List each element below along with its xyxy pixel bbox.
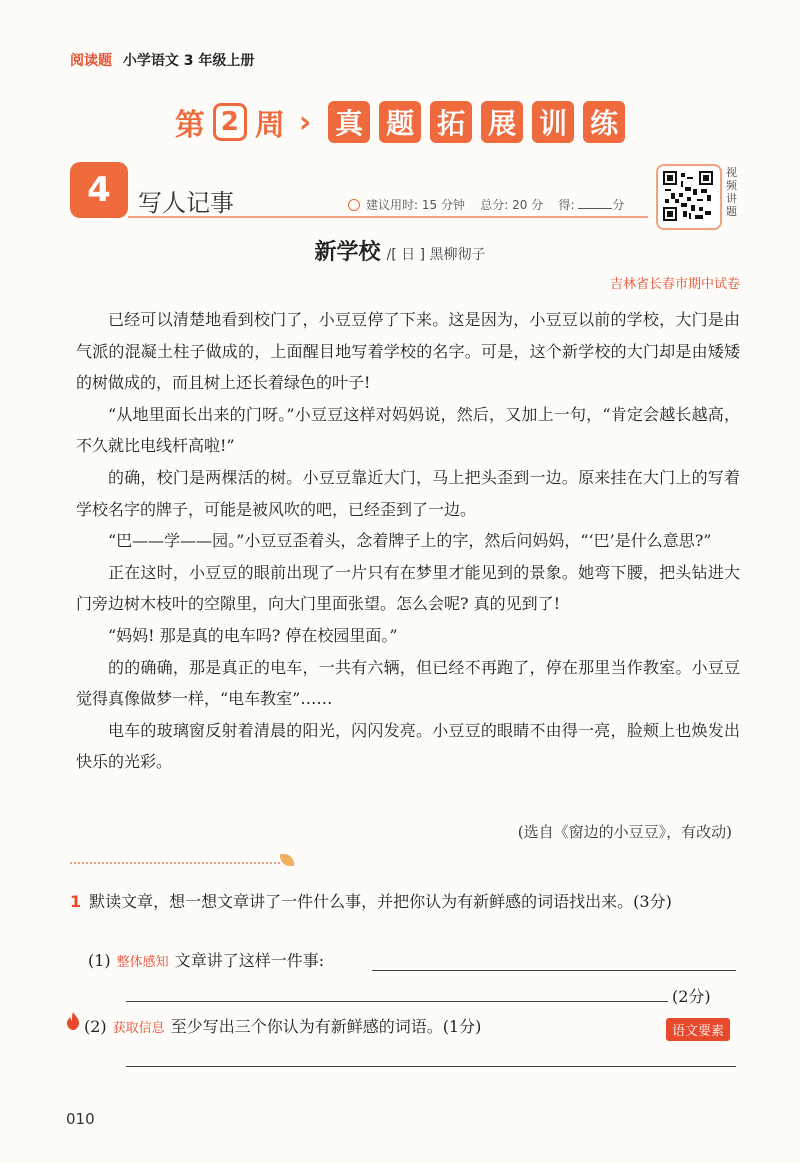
score-blank[interactable] (578, 198, 612, 209)
qr-code[interactable] (656, 164, 722, 230)
paragraph: 正在这时，小豆豆的眼前出现了一片只有在梦里才能见到的景象。她弯下腰，把头钻进大门旁边树木枝叶的空隙里，向大门里面张望。怎么会呢? 真的见到了! (76, 562, 740, 614)
chevron-right-icon: › (298, 104, 312, 140)
page-number: 010 (66, 1110, 95, 1128)
article-author: /[ 日 ] 黑柳彻子 (386, 247, 486, 263)
sub-question-tag: 获取信息 (112, 1021, 165, 1036)
article-body (76, 304, 740, 778)
score-label: 得: (558, 198, 575, 212)
week-prefix: 第 (174, 108, 205, 143)
paragraph: 电车的玻璃窗反射着清晨的阳光，闪闪发亮。小豆豆的眼睛不由得一亮，脸颊上也焕发出快乐的光彩。 (76, 720, 740, 772)
sub-question-2 (84, 1014, 481, 1037)
banner-title-char: 训 (532, 101, 574, 143)
banner-title-char: 练 (583, 101, 625, 143)
paragraph: “巴——学——园。”小豆豆歪着头，念着牌子上的字，然后问妈妈，“‘巴’是什么意思?” (108, 531, 712, 551)
paragraph: 的确，校门是两棵活的树。小豆豆靠近大门，马上把头歪到一边。原来挂在大门上的写着学校名字的牌子，可能是被风吹的吧，已经歪到了一边。 (76, 467, 740, 519)
sub-question-tag: 整体感知 (116, 955, 169, 970)
sub-question-score: (2分) (672, 987, 711, 1006)
section-divider (128, 216, 648, 218)
article-heading (0, 235, 800, 266)
dotted-divider (70, 862, 280, 864)
total-score: 总分: 20 分 (480, 198, 544, 212)
qr-code-icon (663, 171, 713, 221)
score-unit: 分 (612, 198, 625, 212)
skill-badge: 语文要素 (666, 1018, 730, 1041)
week-number: 2 (213, 103, 247, 141)
answer-line[interactable] (126, 1066, 736, 1067)
sub-question-number: (1) (88, 951, 111, 970)
exam-source: 吉林省长春市期中试卷 (609, 277, 740, 292)
banner-title-char: 拓 (430, 101, 472, 143)
section-title: 写人记事 (138, 189, 234, 217)
sub-question-text: 文章讲了这样一件事: (174, 951, 325, 970)
paragraph: “妈妈! 那是真的电车吗? 停在校园里面。” (108, 625, 398, 645)
flame-icon (66, 1012, 80, 1030)
question-text: 默读文章，想一想文章讲了一件什么事，并把你认为有新鲜感的词语找出来。(3分) (89, 892, 672, 911)
clock-icon (348, 199, 360, 211)
sub-question-text: 至少写出三个你认为有新鲜感的词语。(1分) (170, 1017, 482, 1036)
suggested-time: 建议用时: 15 分钟 (366, 198, 465, 212)
paragraph: 已经可以清楚地看到校门了，小豆豆停了下来。这是因为，小豆豆以前的学校，大门是由气派的混凝土柱子做成的，上面醒目地写着学校的名字。可是，这个新学校的大门却是由矮矮的树做成的，而且树上还长着绿色的叶子! (76, 310, 740, 393)
section-meta (348, 196, 624, 213)
sub-question-number: (2) (84, 1017, 107, 1036)
banner-title-char: 题 (379, 101, 421, 143)
banner-title-char: 真 (328, 101, 370, 143)
citation: (选自《窗边的小豆豆》，有改动) (517, 823, 732, 841)
paragraph: 的的确确，那是真正的电车，一共有六辆，但已经不再跑了，停在那里当作教室。小豆豆觉得真像做梦一样，“电车教室”…… (76, 657, 740, 709)
paragraph: “从地里面长出来的门呀。”小豆豆这样对妈妈说，然后，又加上一句，“肯定会越长越高，不久就比电线杆高啦!” (76, 404, 740, 456)
answer-line[interactable] (372, 970, 736, 971)
running-header (70, 50, 254, 70)
answer-line[interactable] (126, 1001, 668, 1002)
leaf-icon (280, 854, 294, 866)
qr-label: 视频讲题 (726, 166, 737, 218)
article-title: 新学校 (314, 239, 381, 265)
header-subject: 小学语文 3 年级上册 (122, 53, 255, 69)
banner-title-char: 展 (481, 101, 523, 143)
week-banner (0, 100, 800, 144)
sub-question-1 (88, 948, 324, 971)
header-category: 阅读题 (70, 53, 112, 69)
question-number: 1 (70, 892, 82, 911)
section-number: 4 (70, 162, 128, 218)
week-suffix: 周 (254, 108, 285, 143)
question-1 (70, 888, 750, 916)
